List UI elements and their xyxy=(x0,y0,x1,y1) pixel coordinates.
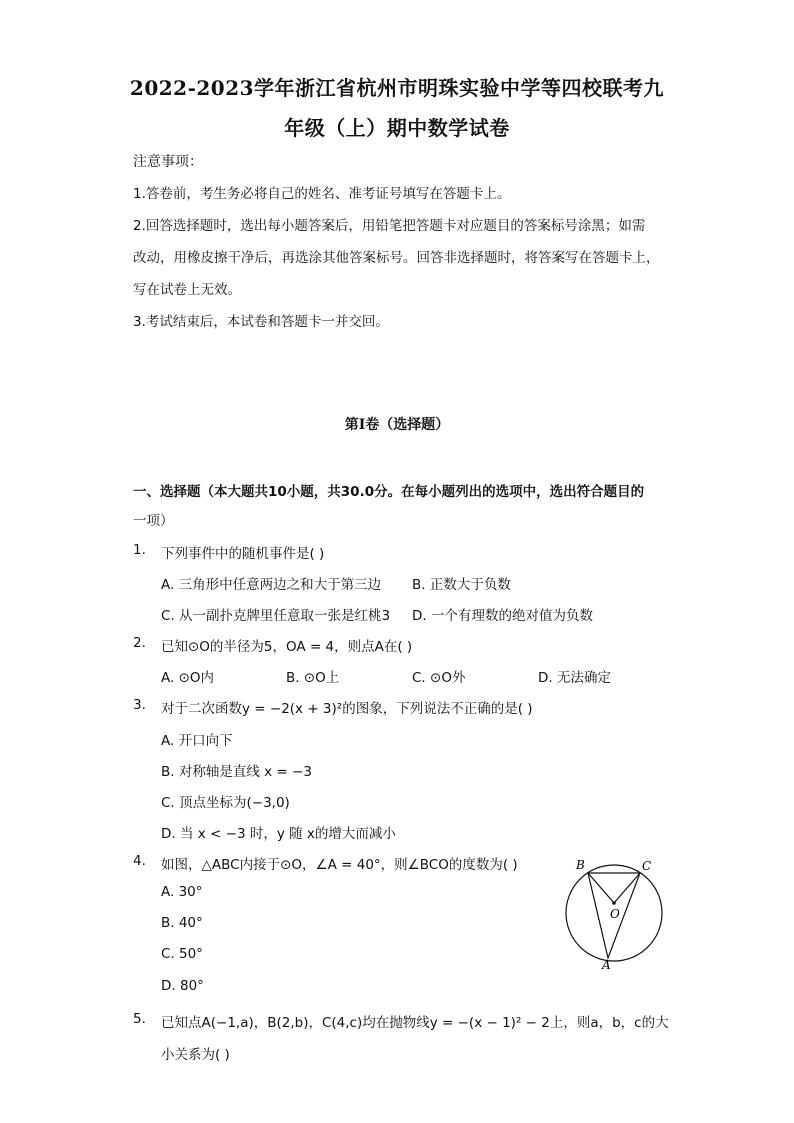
q3-number: 3. xyxy=(133,697,146,713)
circle-triangle-figure xyxy=(560,855,670,970)
q2-number: 2. xyxy=(133,635,146,651)
q3-option-b: B. 对称轴是直线 x = −3 xyxy=(161,764,312,780)
q2-option-c: C. ⊙O外 xyxy=(412,670,466,686)
q2-option-a: A. ⊙O内 xyxy=(161,670,215,686)
q5-number: 5. xyxy=(133,1011,146,1027)
label-a: A xyxy=(602,958,611,970)
notice-item-2-line2: 改动，用橡皮擦干净后，再选涂其他答案标号。回答非选择题时，将答案写在答题卡上， xyxy=(133,250,660,266)
q1-number: 1. xyxy=(133,542,146,558)
q5-text-line1: 已知点A(−1,a)，B(2,b)，C(4,c)均在抛物线y = −(x − 1)² − 2上，则a，b，c的大 xyxy=(161,1015,669,1031)
notice-heading: 注意事项： xyxy=(133,154,203,170)
q1-text: 下列事件中的随机事件是( ) xyxy=(161,546,325,562)
exam-title-line1: 2022-2023学年浙江省杭州市明珠实验中学等四校联考九 xyxy=(129,76,665,100)
q4-option-c: C. 50° xyxy=(161,946,203,962)
q2-option-d: D. 无法确定 xyxy=(538,670,611,686)
q3-option-c: C. 顶点坐标为(−3,0) xyxy=(161,795,290,811)
q1-option-c: C. 从一副扑克牌里任意取一张是红桃3 xyxy=(161,608,391,624)
label-b: B xyxy=(576,858,585,872)
q3-text: 对于二次函数y = −2(x + 3)²的图象，下列说法不正确的是( ) xyxy=(161,701,533,717)
q3-option-a: A. 开口向下 xyxy=(161,733,233,749)
part-heading-line1: 一、选择题（本大题共10小题，共30.0分。在每小题列出的选项中，选出符合题目的 xyxy=(133,484,645,500)
q4-number: 4. xyxy=(133,853,146,869)
q4-option-a: A. 30° xyxy=(161,884,203,900)
notice-item-3: 3.考试结束后，本试卷和答题卡一并交回。 xyxy=(133,314,389,330)
q4-option-b: B. 40° xyxy=(161,915,203,931)
notice-item-1: 1.答卷前，考生务必将自己的姓名、准考证号填写在答题卡上。 xyxy=(133,186,511,202)
q4-text: 如图，△ABC内接于⊙O，∠A = 40°，则∠BCO的度数为( ) xyxy=(161,857,518,873)
q4-option-d: D. 80° xyxy=(161,978,204,994)
exam-title-line2: 年级（上）期中数学试卷 xyxy=(284,116,510,140)
notice-item-2-line3: 写在试卷上无效。 xyxy=(133,282,241,298)
segment-co xyxy=(614,873,640,903)
q3-option-d: D. 当 x < −3 时，y 随 x的增大而减小 xyxy=(161,826,396,842)
q1-option-b: B. 正数大于负数 xyxy=(412,577,511,593)
part-heading-line2: 一项） xyxy=(133,513,174,529)
q1-option-a: A. 三角形中任意两边之和大于第三边 xyxy=(161,577,382,593)
q1-option-d: D. 一个有理数的绝对值为负数 xyxy=(412,608,593,624)
center-point-o xyxy=(612,901,616,905)
label-o: O xyxy=(610,907,620,921)
q2-option-b: B. ⊙O上 xyxy=(286,670,340,686)
notice-item-2-line1: 2.回答选择题时，选出每小题答案后，用铅笔把答题卡对应题目的答案标号涂黑；如需 xyxy=(133,218,646,234)
section-title: 第I卷（选择题） xyxy=(344,417,450,433)
label-c: C xyxy=(642,859,652,873)
q2-text: 已知⊙O的半径为5，OA = 4，则点A在( ) xyxy=(161,639,413,655)
q5-text-line2: 小关系为( ) xyxy=(161,1047,230,1063)
